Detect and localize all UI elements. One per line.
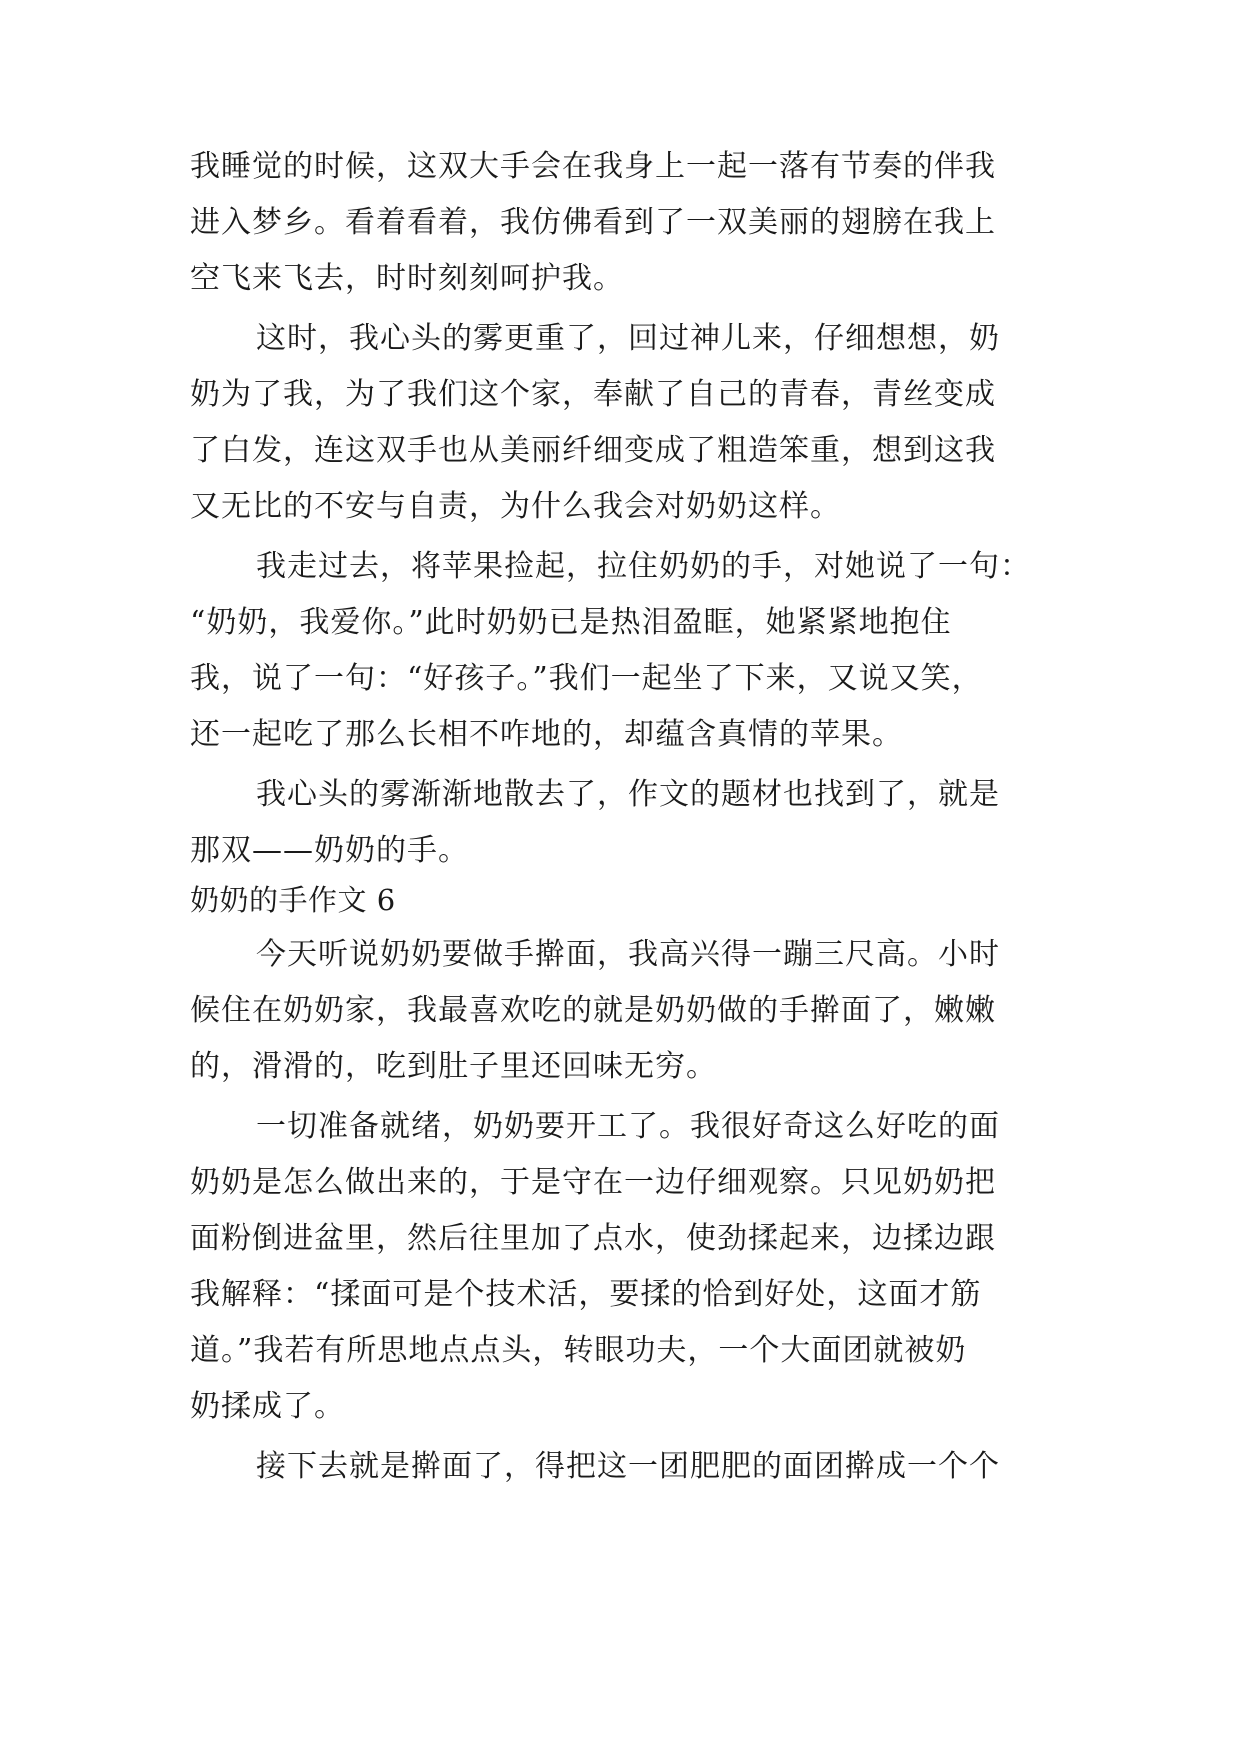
- text-line: 面粉倒进盆里，然后往里加了点水，使劲揉起来，边揉边跟: [190, 1221, 996, 1256]
- text-line: 这时，我心头的雾更重了，回过神儿来，仔细想想，奶: [256, 321, 1000, 356]
- text-line: 那双——奶奶的手。: [190, 833, 469, 868]
- text-line: 今天听说奶奶要做手擀面，我高兴得一蹦三尺高。小时: [256, 937, 1000, 972]
- text-line: 进入梦乡。看着看着，我仿佛看到了一双美丽的翅膀在我上: [190, 205, 996, 240]
- text-line: 我睡觉的时候，这双大手会在我身上一起一落有节奏的伴我: [190, 149, 996, 184]
- text-line: 了白发，连这双手也从美丽纤细变成了粗造笨重，想到这我: [190, 433, 996, 468]
- text-line: 奶奶是怎么做出来的，于是守在一边仔细观察。只见奶奶把: [190, 1165, 996, 1200]
- text-line: 我，说了一句：“好孩子。”我们一起坐了下来，又说又笑，: [190, 661, 983, 696]
- text-line: 奶为了我，为了我们这个家，奉献了自己的青春，青丝变成: [190, 377, 996, 412]
- text-line: 接下去就是擀面了，得把这一团肥肥的面团擀成一个个: [256, 1449, 1000, 1484]
- text-line: 一切准备就绪，奶奶要开工了。我很好奇这么好吃的面: [256, 1109, 1000, 1144]
- text-line: 又无比的不安与自责，为什么我会对奶奶这样。: [190, 489, 841, 524]
- text-line: 的，滑滑的，吃到肚子里还回味无穷。: [190, 1049, 717, 1084]
- section-heading: 奶奶的手作文 6: [190, 883, 396, 917]
- text-line: 奶揉成了。: [190, 1389, 345, 1424]
- text-line: “奶奶，我爱你。”此时奶奶已是热泪盈眶，她紧紧地抱住: [190, 605, 952, 640]
- text-line: 我心头的雾渐渐地散去了，作文的题材也找到了，就是: [256, 777, 1000, 812]
- text-line: 我走过去，将苹果捡起，拉住奶奶的手，对她说了一句：: [256, 549, 1031, 584]
- text-line: 空飞来飞去，时时刻刻呵护我。: [190, 261, 624, 296]
- text-line: 我解释：“揉面可是个技术活，要揉的恰到好处，这面才筋: [190, 1277, 982, 1312]
- text-line: 候住在奶奶家，我最喜欢吃的就是奶奶做的手擀面了，嫩嫩: [190, 993, 996, 1028]
- text-line: 道。”我若有所思地点点头，转眼功夫，一个大面团就被奶: [190, 1333, 967, 1368]
- text-line: 还一起吃了那么长相不咋地的，却蕴含真情的苹果。: [190, 717, 903, 752]
